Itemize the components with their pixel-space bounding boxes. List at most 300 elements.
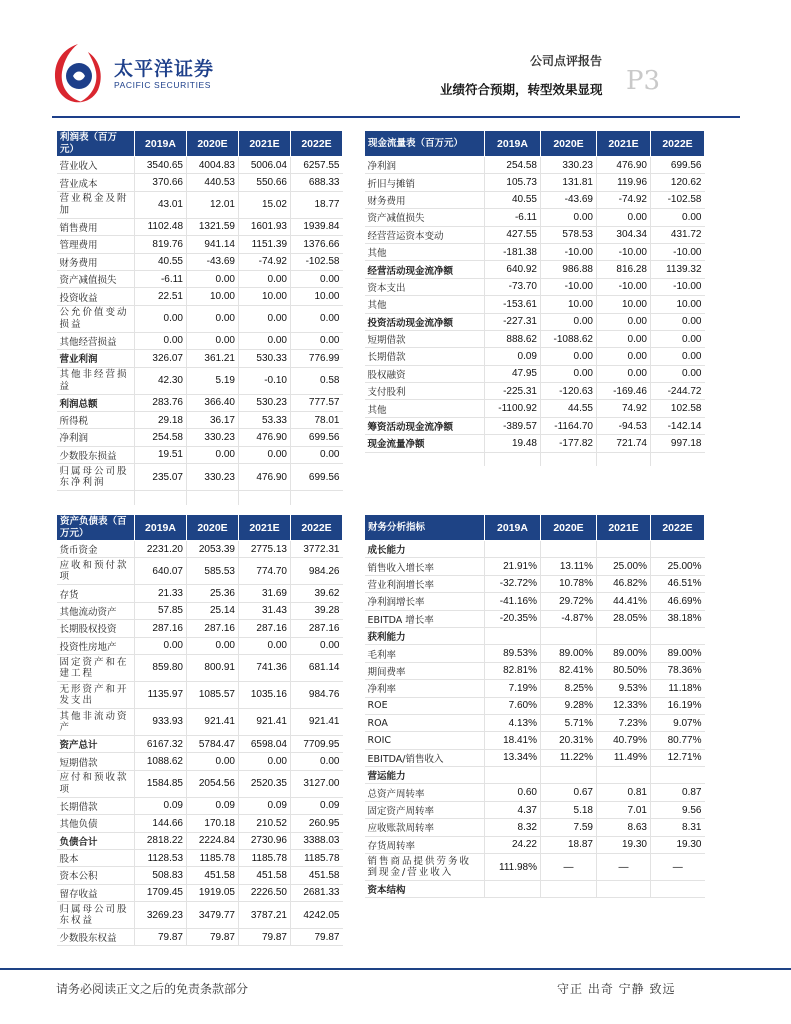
table-row <box>365 383 705 400</box>
table-row <box>365 627 705 644</box>
cell-value: 0.81 <box>597 784 651 801</box>
table-row <box>57 157 343 174</box>
table-row <box>57 558 343 585</box>
table-row <box>57 637 343 654</box>
cell-value: 585.53 <box>187 558 239 585</box>
cell-value: 2231.20 <box>135 541 187 558</box>
column-header: 2020E <box>541 515 597 541</box>
row-label: 应收和预付款项 <box>57 558 135 585</box>
cell-value: 11.49% <box>597 749 651 766</box>
table-spacer-row <box>365 452 705 466</box>
table-row <box>365 819 705 836</box>
cell-value: 0.00 <box>651 365 705 382</box>
pacific-securities-logo-icon <box>48 40 108 110</box>
table-row <box>365 157 705 174</box>
cell-value: -10.00 <box>597 243 651 260</box>
cell-value: 1035.16 <box>239 681 291 708</box>
cell-value: 1939.84 <box>291 218 343 235</box>
row-label: 营业收入 <box>57 157 135 174</box>
cell-value: 80.77% <box>651 732 705 749</box>
column-header: 2022E <box>291 515 343 541</box>
empty-cell <box>291 491 343 505</box>
cell-value: 47.95 <box>485 365 541 382</box>
table-row <box>365 541 705 558</box>
cell-value: 933.93 <box>135 708 187 735</box>
cell-value: 44.55 <box>541 400 597 417</box>
cell-value: 3540.65 <box>135 157 187 174</box>
cell-value: -225.31 <box>485 383 541 400</box>
cell-value: 1601.93 <box>239 218 291 235</box>
cell-value: 29.18 <box>135 411 187 428</box>
table-row <box>57 867 343 884</box>
row-label: 营业税金及附加 <box>57 191 135 218</box>
empty-cell <box>135 491 187 505</box>
table-row <box>365 801 705 818</box>
column-header: 2020E <box>187 131 239 157</box>
table-row <box>57 620 343 637</box>
cell-value: 0.00 <box>291 332 343 349</box>
cell-value: 53.33 <box>239 411 291 428</box>
cell-value: 0.87 <box>651 784 705 801</box>
cell-value: 39.62 <box>291 585 343 602</box>
empty-cell <box>365 452 485 466</box>
row-label: ROIC <box>365 732 485 749</box>
cell-value: 3269.23 <box>135 902 187 929</box>
row-label: 应收账款周转率 <box>365 819 485 836</box>
cell-value: 5.19 <box>187 367 239 394</box>
cell-value: -10.00 <box>597 278 651 295</box>
table-row <box>57 218 343 235</box>
cell-value: 43.01 <box>135 191 187 218</box>
cell-value: 3127.00 <box>291 770 343 797</box>
cell-value: 19.51 <box>135 446 187 463</box>
cell-value: 1135.97 <box>135 681 187 708</box>
row-label: 毛利率 <box>365 645 485 662</box>
cell-value: 9.28% <box>541 697 597 714</box>
cell-value: 0.00 <box>239 637 291 654</box>
column-header: 2021E <box>597 131 651 157</box>
row-label: 折旧与摊销 <box>365 174 485 191</box>
cell-value: 721.74 <box>597 435 651 452</box>
cell-value: 5006.04 <box>239 157 291 174</box>
table-title: 现金流量表（百万元） <box>365 131 485 157</box>
row-label: 投资收益 <box>57 288 135 305</box>
cell-value: -1088.62 <box>541 330 597 347</box>
row-label: 营业利润 <box>57 350 135 367</box>
cell-value: 46.69% <box>651 593 705 610</box>
cell-value: 440.53 <box>187 174 239 191</box>
row-label: 归属母公司股东权益 <box>57 902 135 929</box>
cell-value: 5.71% <box>541 714 597 731</box>
row-label: 资产减值损失 <box>57 270 135 287</box>
table-header-row <box>57 515 343 541</box>
cell-value: 1185.78 <box>187 849 239 866</box>
cell-value <box>651 767 705 784</box>
cell-value: 1709.45 <box>135 884 187 901</box>
cell-value: 361.21 <box>187 350 239 367</box>
cell-value: 777.57 <box>291 394 343 411</box>
cell-value: 10.78% <box>541 575 597 592</box>
row-label: 长期股权投资 <box>57 620 135 637</box>
cell-value <box>485 627 541 644</box>
cell-value: 8.25% <box>541 680 597 697</box>
cell-value: 287.16 <box>135 620 187 637</box>
cell-value: 0.00 <box>291 446 343 463</box>
cell-value: -10.00 <box>541 278 597 295</box>
cell-value: 12.71% <box>651 749 705 766</box>
cell-value <box>597 881 651 898</box>
cell-value: 89.00% <box>541 645 597 662</box>
cell-value: 816.28 <box>597 261 651 278</box>
row-label: 资产总计 <box>57 735 135 752</box>
cell-value: 260.95 <box>291 815 343 832</box>
cell-value: 304.34 <box>597 226 651 243</box>
cell-value: 3787.21 <box>239 902 291 929</box>
cell-value: 476.90 <box>239 464 291 491</box>
table-row <box>57 464 343 491</box>
cell-value: 7.19% <box>485 680 541 697</box>
table-row <box>365 575 705 592</box>
row-label: 财务费用 <box>365 191 485 208</box>
cell-value: 9.53% <box>597 680 651 697</box>
page-number: P3 <box>626 66 661 96</box>
cell-value: -227.31 <box>485 313 541 330</box>
table-row <box>365 330 705 347</box>
cell-value: 144.66 <box>135 815 187 832</box>
table-row <box>57 602 343 619</box>
cell-value: 0.00 <box>239 332 291 349</box>
cell-value: 326.07 <box>135 350 187 367</box>
cell-value: 4004.83 <box>187 157 239 174</box>
row-label: 营业成本 <box>57 174 135 191</box>
table-row <box>365 767 705 784</box>
column-header: 2019A <box>135 515 187 541</box>
column-header: 2020E <box>187 515 239 541</box>
cell-value: 0.00 <box>239 753 291 770</box>
cell-value: 9.07% <box>651 714 705 731</box>
row-label: 投资活动现金流净额 <box>365 313 485 330</box>
cell-value: 508.83 <box>135 867 187 884</box>
table-row <box>57 305 343 332</box>
cell-value: 38.18% <box>651 610 705 627</box>
cell-value: 0.00 <box>135 637 187 654</box>
row-label: 长期借款 <box>365 348 485 365</box>
cell-value: 0.00 <box>135 332 187 349</box>
table-row <box>57 815 343 832</box>
table-header-row <box>365 131 705 157</box>
cell-value: 986.88 <box>541 261 597 278</box>
cell-value: 254.58 <box>135 429 187 446</box>
empty-cell <box>239 491 291 505</box>
cell-value: 120.62 <box>651 174 705 191</box>
cell-value: 0.00 <box>291 753 343 770</box>
column-header: 2022E <box>291 131 343 157</box>
row-label: 长期借款 <box>57 797 135 814</box>
row-label: 营运能力 <box>365 767 485 784</box>
cell-value: 2775.13 <box>239 541 291 558</box>
row-label: 货币资金 <box>57 541 135 558</box>
cell-value: 0.00 <box>541 365 597 382</box>
cell-value: 741.36 <box>239 654 291 681</box>
row-label: 管理费用 <box>57 236 135 253</box>
cell-value: 15.02 <box>239 191 291 218</box>
cell-value: 1151.39 <box>239 236 291 253</box>
cell-value <box>597 627 651 644</box>
empty-cell <box>187 491 239 505</box>
cell-value: -32.72% <box>485 575 541 592</box>
cell-value: 13.11% <box>541 558 597 575</box>
cell-value: 11.18% <box>651 680 705 697</box>
cell-value: 1102.48 <box>135 218 187 235</box>
cell-value: 19.48 <box>485 435 541 452</box>
cell-value: 79.87 <box>135 929 187 946</box>
company-motto: 守正 出奇 宁静 致远 <box>557 982 676 996</box>
column-header: 2022E <box>651 131 705 157</box>
table-row <box>57 541 343 558</box>
table-row <box>57 446 343 463</box>
cell-value: 7.59 <box>541 819 597 836</box>
empty-cell <box>57 491 135 505</box>
cell-value: 2520.35 <box>239 770 291 797</box>
row-label: 支付股利 <box>365 383 485 400</box>
cell-value: 0.00 <box>541 348 597 365</box>
cell-value: -6.11 <box>135 270 187 287</box>
row-label: 其他负债 <box>57 815 135 832</box>
cell-value: 36.17 <box>187 411 239 428</box>
row-label: 存货周转率 <box>365 836 485 853</box>
cell-value: -120.63 <box>541 383 597 400</box>
footer-divider <box>0 968 791 970</box>
cell-value: 859.80 <box>135 654 187 681</box>
row-label: 净利润增长率 <box>365 593 485 610</box>
cell-value: 941.14 <box>187 236 239 253</box>
cell-value: -10.00 <box>541 243 597 260</box>
cell-value: 8.31 <box>651 819 705 836</box>
cell-value: 330.23 <box>187 429 239 446</box>
cell-value: 235.07 <box>135 464 187 491</box>
table-row <box>57 753 343 770</box>
table-row <box>365 881 705 898</box>
cell-value <box>651 541 705 558</box>
income-statement-table <box>56 130 343 505</box>
cell-value: 530.23 <box>239 394 291 411</box>
table-row <box>365 191 705 208</box>
cell-value: -4.87% <box>541 610 597 627</box>
cell-value: -153.61 <box>485 296 541 313</box>
table-row <box>57 350 343 367</box>
cell-value <box>541 541 597 558</box>
cell-value: — <box>651 854 705 881</box>
cell-value: -10.00 <box>651 243 705 260</box>
cell-value: 921.41 <box>187 708 239 735</box>
cell-value: 0.00 <box>541 209 597 226</box>
cell-value: 18.87 <box>541 836 597 853</box>
table-row <box>365 697 705 714</box>
cell-value: 1321.59 <box>187 218 239 235</box>
cell-value: -1100.92 <box>485 400 541 417</box>
cell-value: 18.41% <box>485 732 541 749</box>
table-row <box>365 714 705 731</box>
table-row <box>57 585 343 602</box>
cell-value: 19.30 <box>651 836 705 853</box>
table-row <box>57 429 343 446</box>
cell-value <box>541 627 597 644</box>
row-label: 资产减值损失 <box>365 209 485 226</box>
row-label: 其他非经营损益 <box>57 367 135 394</box>
cell-value: 2681.33 <box>291 884 343 901</box>
cell-value: 0.67 <box>541 784 597 801</box>
cell-value: -0.10 <box>239 367 291 394</box>
row-label: 其他 <box>365 400 485 417</box>
empty-cell <box>651 452 705 466</box>
cell-value: 40.55 <box>135 253 187 270</box>
cell-value: 0.00 <box>239 305 291 332</box>
row-label: 固定资产周转率 <box>365 801 485 818</box>
cell-value: 0.00 <box>291 305 343 332</box>
row-label: 期间费率 <box>365 662 485 679</box>
cell-value: 57.85 <box>135 602 187 619</box>
cell-value: 2226.50 <box>239 884 291 901</box>
cell-value: 10.00 <box>239 288 291 305</box>
cell-value: 1088.62 <box>135 753 187 770</box>
cell-value: 0.58 <box>291 367 343 394</box>
cell-value <box>485 767 541 784</box>
cell-value: 819.76 <box>135 236 187 253</box>
table-title: 资产负债表（百万元） <box>57 515 135 541</box>
cell-value: 6167.32 <box>135 735 187 752</box>
cell-value: 111.98% <box>485 854 541 881</box>
row-label: 应付和预收款项 <box>57 770 135 797</box>
cell-value: 366.40 <box>187 394 239 411</box>
cell-value: 427.55 <box>485 226 541 243</box>
cell-value <box>541 881 597 898</box>
cell-value: 1185.78 <box>291 849 343 866</box>
disclaimer-text: 请务必阅读正文之后的免责条款部分 <box>56 982 249 996</box>
table-row <box>57 770 343 797</box>
table-row <box>365 417 705 434</box>
cell-value: 82.81% <box>485 662 541 679</box>
cell-value <box>541 767 597 784</box>
cell-value: 0.09 <box>135 797 187 814</box>
cell-value: 7.01 <box>597 801 651 818</box>
cell-value: -169.46 <box>597 383 651 400</box>
row-label: 总资产周转率 <box>365 784 485 801</box>
cell-value: 4.37 <box>485 801 541 818</box>
cell-value: 0.00 <box>541 313 597 330</box>
table-header-row <box>365 515 705 541</box>
cell-value: 79.87 <box>291 929 343 946</box>
cell-value: 0.00 <box>187 637 239 654</box>
cell-value: -94.53 <box>597 417 651 434</box>
row-label: 公允价值变动损益 <box>57 305 135 332</box>
cell-value: 7.60% <box>485 697 541 714</box>
cell-value: 0.00 <box>291 270 343 287</box>
report-type: 公司点评报告 <box>530 54 603 68</box>
column-header: 2019A <box>485 131 541 157</box>
cell-value: 370.66 <box>135 174 187 191</box>
column-header: 2019A <box>485 515 541 541</box>
cell-value: — <box>597 854 651 881</box>
cell-value: 46.82% <box>597 575 651 592</box>
cell-value: 31.69 <box>239 585 291 602</box>
table-row <box>365 296 705 313</box>
cell-value: 984.26 <box>291 558 343 585</box>
row-label: 无形资产和开发支出 <box>57 681 135 708</box>
table-row <box>365 435 705 452</box>
cell-value: -177.82 <box>541 435 597 452</box>
column-header: 2021E <box>239 515 291 541</box>
cell-value: 0.60 <box>485 784 541 801</box>
row-label: 其他 <box>365 243 485 260</box>
cell-value: -43.69 <box>187 253 239 270</box>
cell-value: 0.09 <box>485 348 541 365</box>
cell-value: 105.73 <box>485 174 541 191</box>
cell-value: 0.00 <box>597 348 651 365</box>
cell-value: 28.05% <box>597 610 651 627</box>
cell-value <box>651 881 705 898</box>
cell-value: 21.91% <box>485 558 541 575</box>
cell-value: 800.91 <box>187 654 239 681</box>
table-row <box>365 662 705 679</box>
cell-value: -244.72 <box>651 383 705 400</box>
logo-english-name: PACIFIC SECURITIES <box>114 80 212 90</box>
row-label: 负债合计 <box>57 832 135 849</box>
cell-value: 0.09 <box>239 797 291 814</box>
row-label: EBITDA/销售收入 <box>365 749 485 766</box>
table-header-row <box>57 131 343 157</box>
table-row <box>57 191 343 218</box>
cell-value: 25.00% <box>651 558 705 575</box>
row-label: 净利率 <box>365 680 485 697</box>
cell-value: -74.92 <box>597 191 651 208</box>
cell-value: 2054.56 <box>187 770 239 797</box>
cell-value <box>485 881 541 898</box>
cell-value: 0.09 <box>187 797 239 814</box>
cell-value: 699.56 <box>291 464 343 491</box>
cell-value: 210.52 <box>239 815 291 832</box>
row-label: 短期借款 <box>57 753 135 770</box>
row-label: 获利能力 <box>365 627 485 644</box>
cell-value: 0.00 <box>187 446 239 463</box>
cell-value: 78.36% <box>651 662 705 679</box>
cell-value: 287.16 <box>291 620 343 637</box>
cell-value: 1185.78 <box>239 849 291 866</box>
row-label: 固定资产和在建工程 <box>57 654 135 681</box>
cell-value: 10.00 <box>541 296 597 313</box>
cell-value: 19.30 <box>597 836 651 853</box>
cell-value: 699.56 <box>291 429 343 446</box>
cell-value: 0.00 <box>239 446 291 463</box>
cell-value: 0.00 <box>597 330 651 347</box>
row-label: 其他非流动资产 <box>57 708 135 735</box>
cell-value: 10.00 <box>651 296 705 313</box>
row-label: 财务费用 <box>57 253 135 270</box>
table-row <box>57 253 343 270</box>
cell-value: -1164.70 <box>541 417 597 434</box>
cell-value: 82.41% <box>541 662 597 679</box>
cell-value: -142.14 <box>651 417 705 434</box>
row-label: 股权融资 <box>365 365 485 382</box>
cell-value: 9.56 <box>651 801 705 818</box>
cell-value: 40.79% <box>597 732 651 749</box>
balance-sheet-table <box>56 514 343 946</box>
cell-value: 1376.66 <box>291 236 343 253</box>
row-label: 留存收益 <box>57 884 135 901</box>
table-row <box>365 836 705 853</box>
cell-value: 6257.55 <box>291 157 343 174</box>
table-row <box>57 394 343 411</box>
cell-value: 16.19% <box>651 697 705 714</box>
